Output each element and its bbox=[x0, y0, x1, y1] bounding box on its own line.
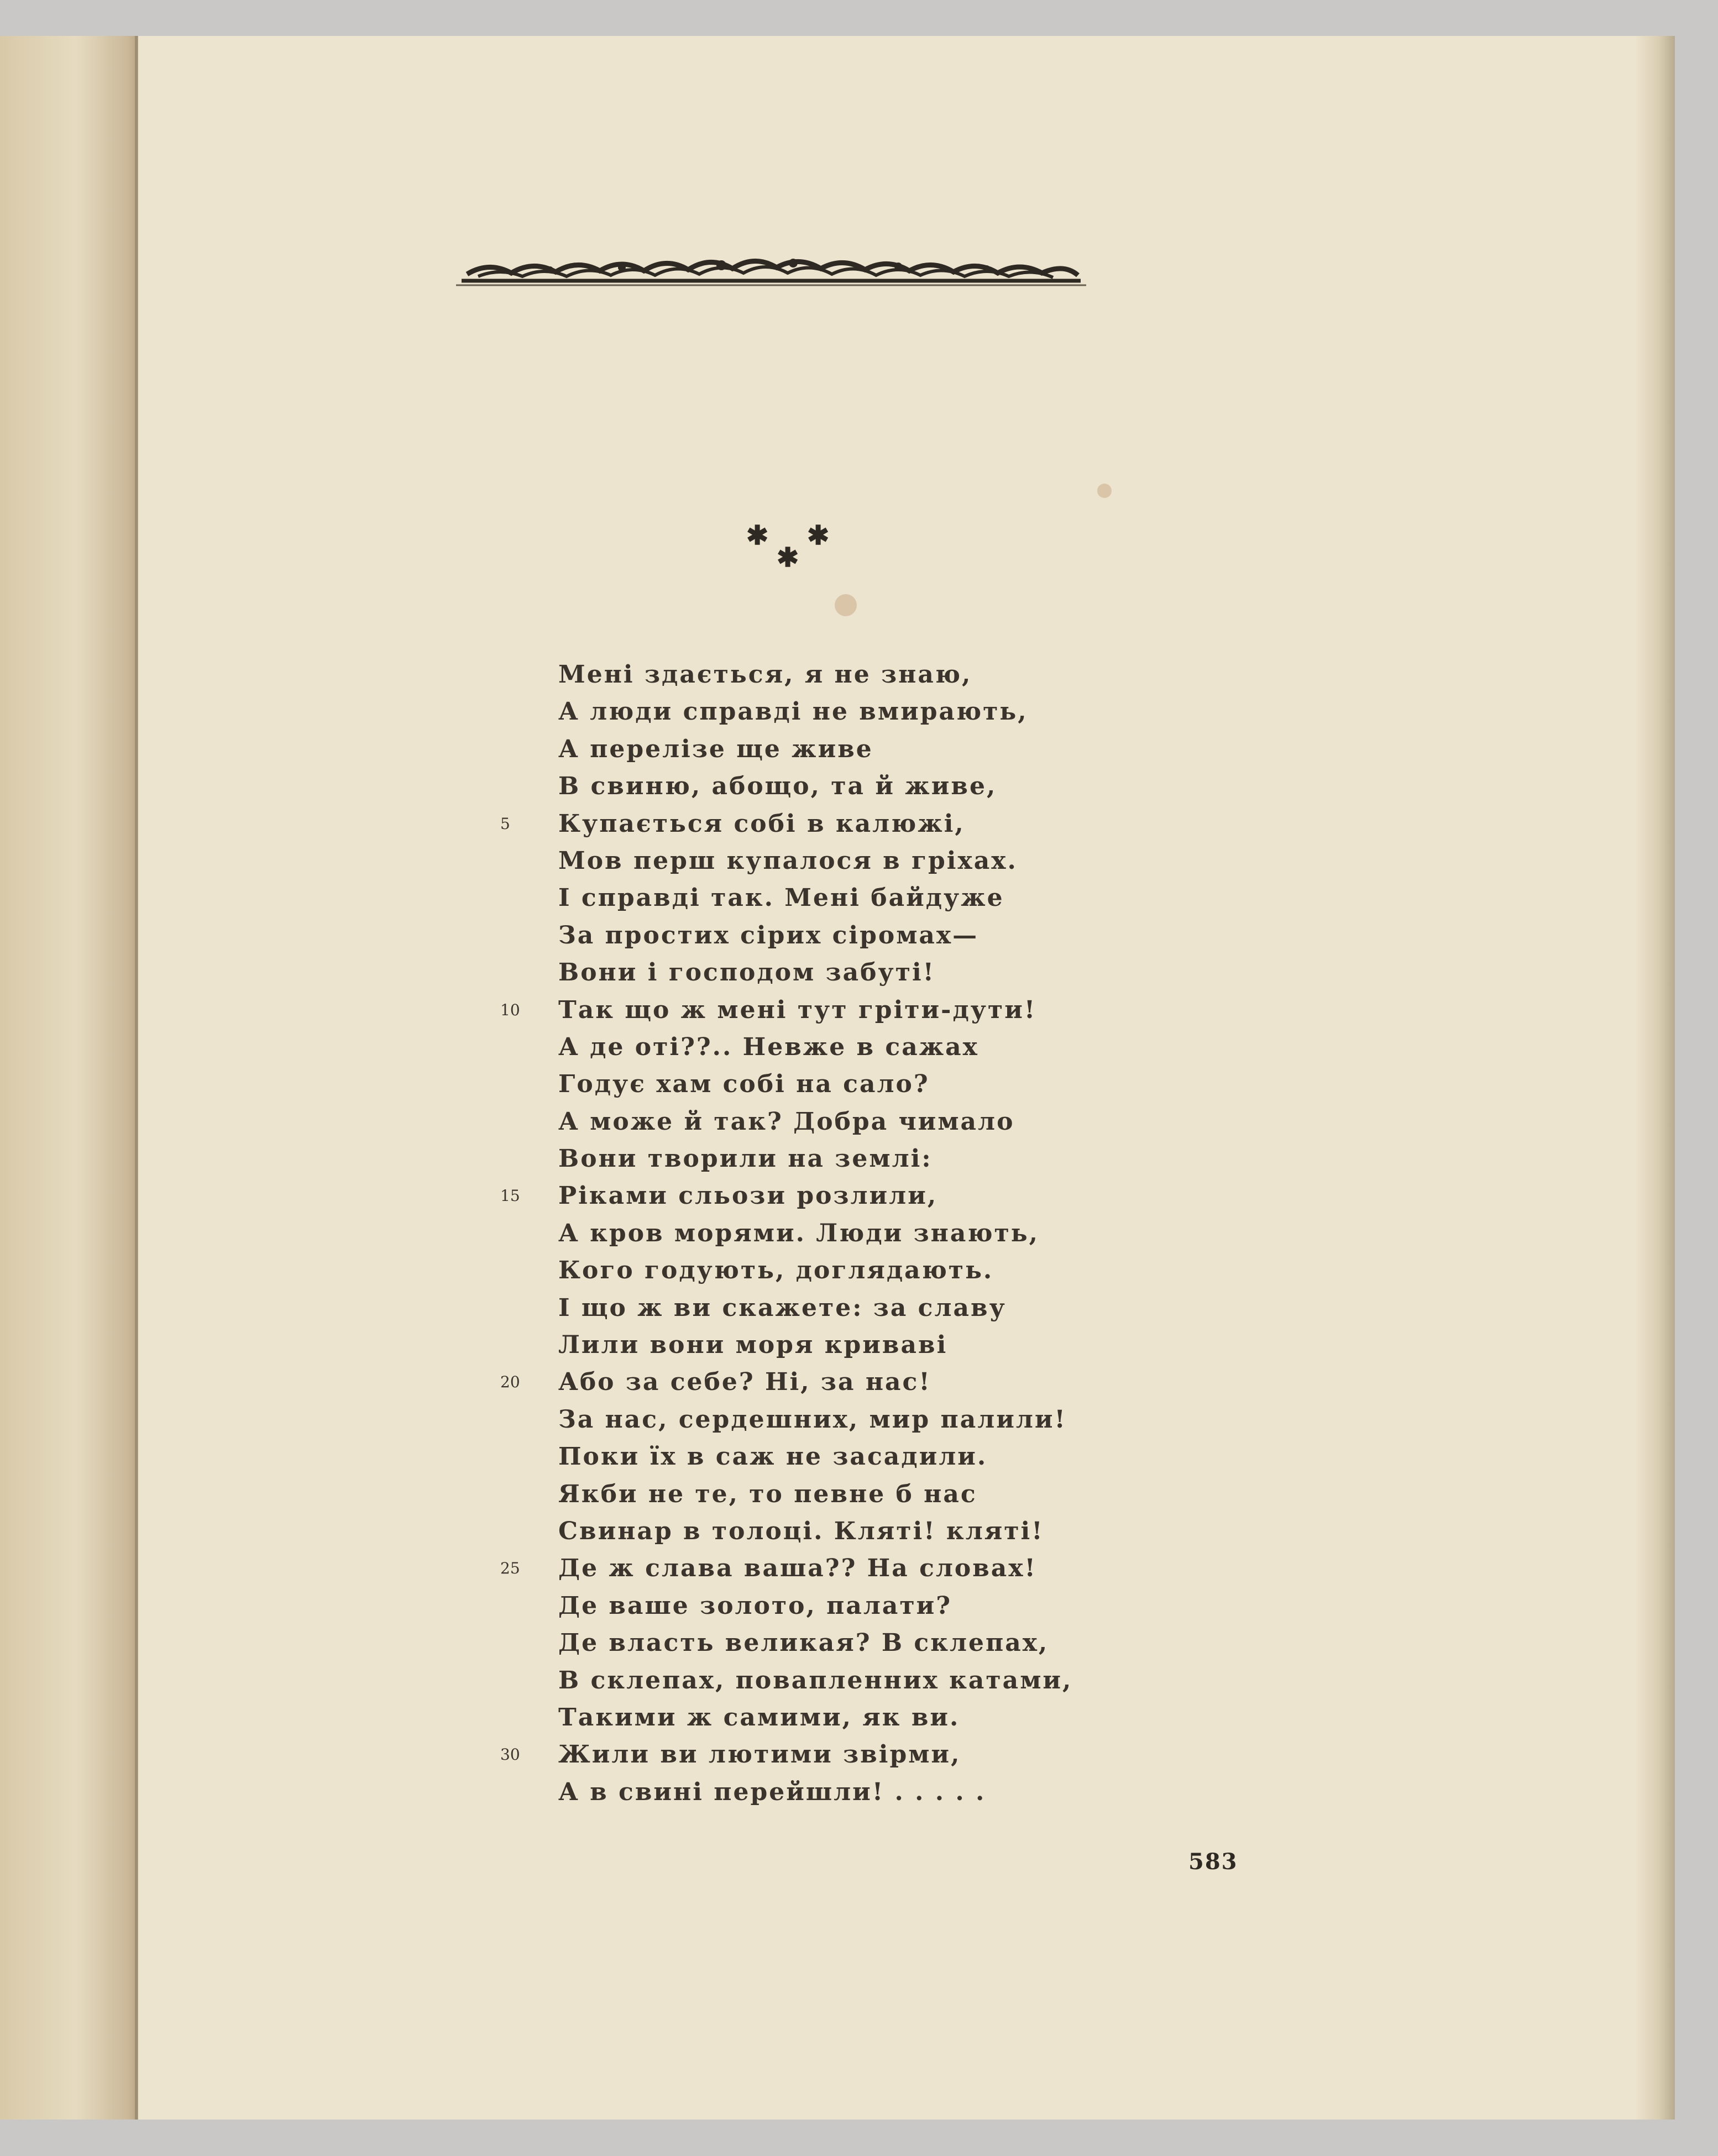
left-page-edge bbox=[0, 36, 138, 2120]
poem-line: Купається собі в калюжі, bbox=[558, 809, 965, 838]
poem-line: І що ж ви скажете: за славу bbox=[558, 1293, 1007, 1322]
poem-line: Свинар в толоці. Кляті! кляті! bbox=[558, 1517, 1044, 1545]
poem-line: В склепах, повапленних катами, bbox=[558, 1666, 1073, 1695]
poem-line: Ріками сльози розлили, bbox=[558, 1182, 938, 1210]
poem-line: Мені здається, я не знаю, bbox=[558, 660, 972, 689]
poem-line: Так що ж мені тут гріти-дути! bbox=[558, 995, 1037, 1024]
line-numbers bbox=[500, 656, 520, 1811]
book-gutter bbox=[135, 36, 138, 2120]
svg-text:✱: ✱ bbox=[777, 542, 799, 573]
poem-line: Вони і господом забуті! bbox=[558, 958, 935, 987]
book-page bbox=[0, 36, 1675, 2120]
line-number: 15 bbox=[500, 1187, 520, 1205]
svg-text:✱: ✱ bbox=[807, 520, 830, 551]
poem-line: Мов перш купалося в гріхах. bbox=[558, 846, 1018, 875]
page-number: 583 bbox=[1188, 1849, 1238, 1875]
paper-speck bbox=[835, 594, 857, 616]
paper-speck bbox=[1097, 484, 1112, 498]
line-number: 10 bbox=[500, 1000, 520, 1019]
poem-line: Такими ж самими, як ви. bbox=[558, 1703, 960, 1732]
headpiece-ornament bbox=[456, 249, 1086, 293]
poem-line: Годує хам собі на сало? bbox=[558, 1070, 930, 1099]
poem-line: Жили ви лютими звірми, bbox=[558, 1740, 961, 1769]
poem-text bbox=[558, 656, 1072, 1811]
poem-line: В свиню, абощо, та й живе, bbox=[558, 772, 997, 801]
poem-line: А може й так? Добра чимало bbox=[558, 1107, 1015, 1136]
poem-line: Кого годують, доглядають. bbox=[558, 1256, 994, 1285]
poem-line: А де оті??.. Невже в сажах bbox=[558, 1032, 979, 1061]
line-number: 30 bbox=[500, 1745, 520, 1764]
poem-line: І справді так. Мені байдуже bbox=[558, 884, 1004, 912]
poem-line: А перелізе ще живе bbox=[558, 735, 873, 763]
asterism bbox=[724, 511, 835, 600]
poem-line: А люди справді не вмирають, bbox=[558, 697, 1028, 726]
line-number: 5 bbox=[500, 814, 510, 833]
poem-line: Або за себе? Ні, за нас! bbox=[558, 1368, 931, 1397]
poem-line: А в свині перейшли! . . . . . bbox=[558, 1777, 986, 1806]
poem-line: Де ж слава ваша?? На словах! bbox=[558, 1554, 1037, 1583]
line-number: 25 bbox=[500, 1559, 520, 1578]
poem-line: Якби не те, то певне б нас bbox=[558, 1480, 977, 1508]
poem-line: Вони творили на землі: bbox=[558, 1145, 933, 1173]
poem-line: Де ваше золото, палати? bbox=[558, 1591, 952, 1620]
svg-text:✱: ✱ bbox=[746, 520, 769, 551]
line-number: 20 bbox=[500, 1373, 520, 1392]
poem-line: А кров морями. Люди знають, bbox=[558, 1219, 1039, 1247]
poem-line: Лили вони моря криваві bbox=[558, 1331, 948, 1360]
right-page-edge bbox=[1636, 36, 1675, 2120]
poem-line: Поки їх в саж не засадили. bbox=[558, 1442, 988, 1471]
poem-line: За простих сірих сіромах— bbox=[558, 921, 979, 950]
poem-line: За нас, сердешних, мир палили! bbox=[558, 1405, 1067, 1434]
poem-line: Де власть великая? В склепах, bbox=[558, 1629, 1049, 1657]
